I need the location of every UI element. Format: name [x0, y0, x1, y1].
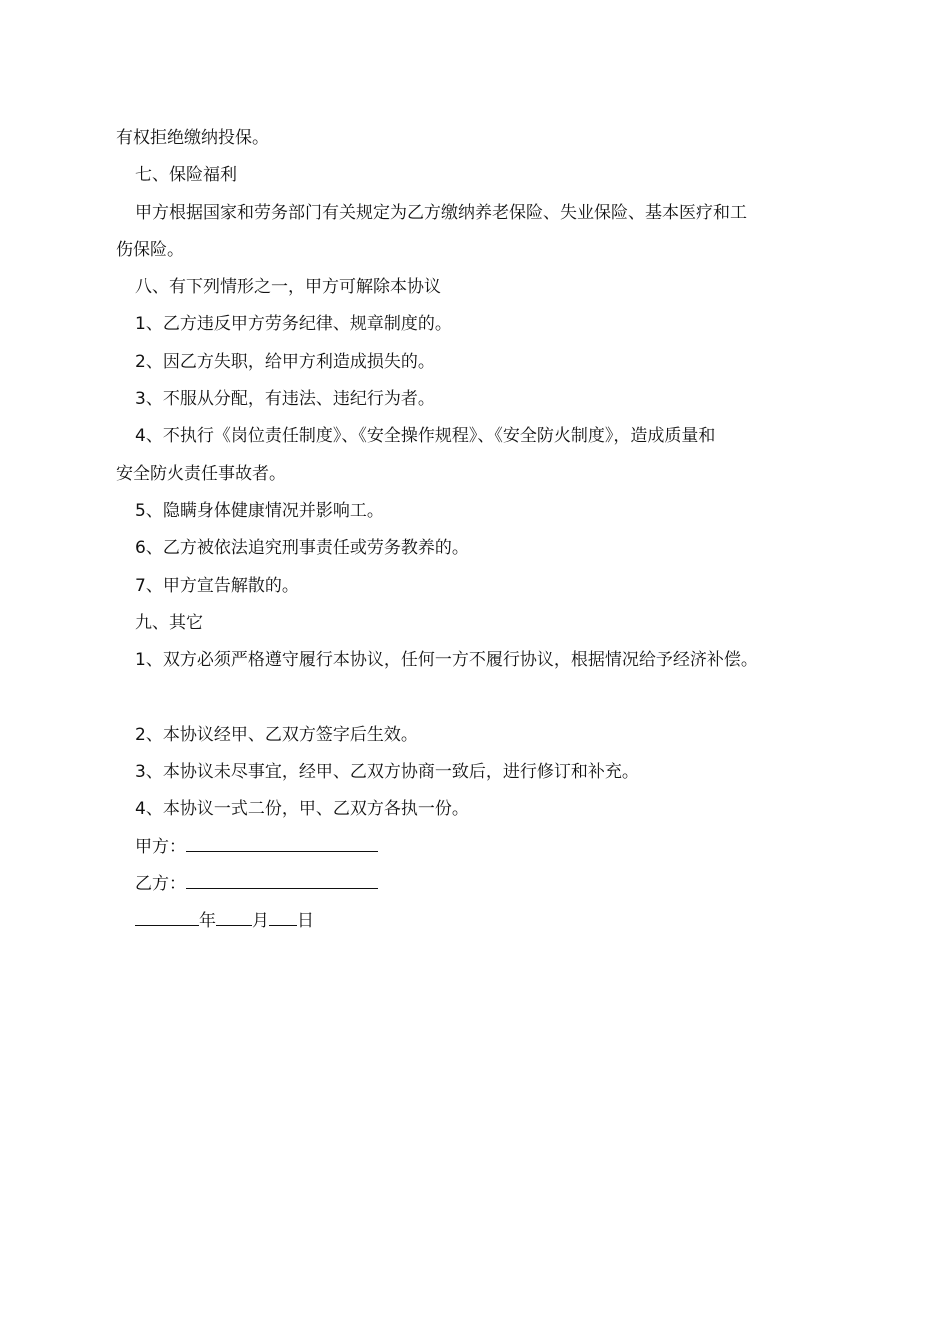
- month-label: 月: [252, 911, 269, 932]
- section-heading-termination: 八、有下列情形之一，甲方可解除本协议: [135, 277, 441, 298]
- section-heading-other: 九、其它: [135, 612, 203, 633]
- list-item: 3、不服从分配，有违法、违纪行为者。: [135, 389, 435, 410]
- list-item: 4、本协议一式二份，甲、乙双方各执一份。: [135, 799, 469, 820]
- month-blank: [216, 908, 252, 926]
- list-item: 1、双方必须严格遵守履行本协议，任何一方不履行协议，根据情况给予经济补偿。: [135, 650, 758, 671]
- day-blank: [269, 908, 297, 926]
- year-blank: [135, 908, 199, 926]
- list-item: 2、因乙方失职，给甲方利造成损失的。: [135, 351, 435, 372]
- blank-line: [116, 679, 836, 716]
- party-b-label: 乙方：: [135, 873, 186, 894]
- day-label: 日: [297, 911, 314, 932]
- signature-party-a: [116, 829, 836, 866]
- signature-party-b: [116, 866, 836, 903]
- year-label: 年: [199, 911, 216, 932]
- document-body: [116, 120, 836, 941]
- list-item: 1、乙方违反甲方劳务纪律、规章制度的。: [135, 314, 452, 335]
- list-item: 4、不执行《岗位责任制度》、《安全操作规程》、《安全防火制度》，造成质量和: [135, 426, 716, 447]
- list-item: 5、隐瞒身体健康情况并影响工。: [135, 500, 384, 521]
- section-heading-insurance: 七、保险福利: [135, 165, 237, 186]
- list-item: 6、乙方被依法追究刑事责任或劳务教养的。: [135, 538, 469, 559]
- paragraph-line: 有权拒绝缴纳投保。: [116, 128, 269, 148]
- list-item-continuation: 安全防火责任事故者。: [116, 463, 286, 484]
- list-item: 3、本协议未尽事宜，经甲、乙双方协商一致后，进行修订和补充。: [135, 762, 639, 783]
- paragraph-line: 甲方根据国家和劳务部门有关规定为乙方缴纳养老保险、失业保险、基本医疗和工: [135, 202, 747, 223]
- party-a-signature-blank: [186, 834, 378, 852]
- list-item: 7、甲方宣告解散的。: [135, 575, 299, 596]
- list-item: 2、本协议经甲、乙双方签字后生效。: [135, 724, 418, 745]
- signature-date: [116, 903, 836, 940]
- party-a-label: 甲方：: [135, 836, 186, 857]
- paragraph-line: 伤保险。: [116, 239, 184, 260]
- party-b-signature-blank: [186, 871, 378, 889]
